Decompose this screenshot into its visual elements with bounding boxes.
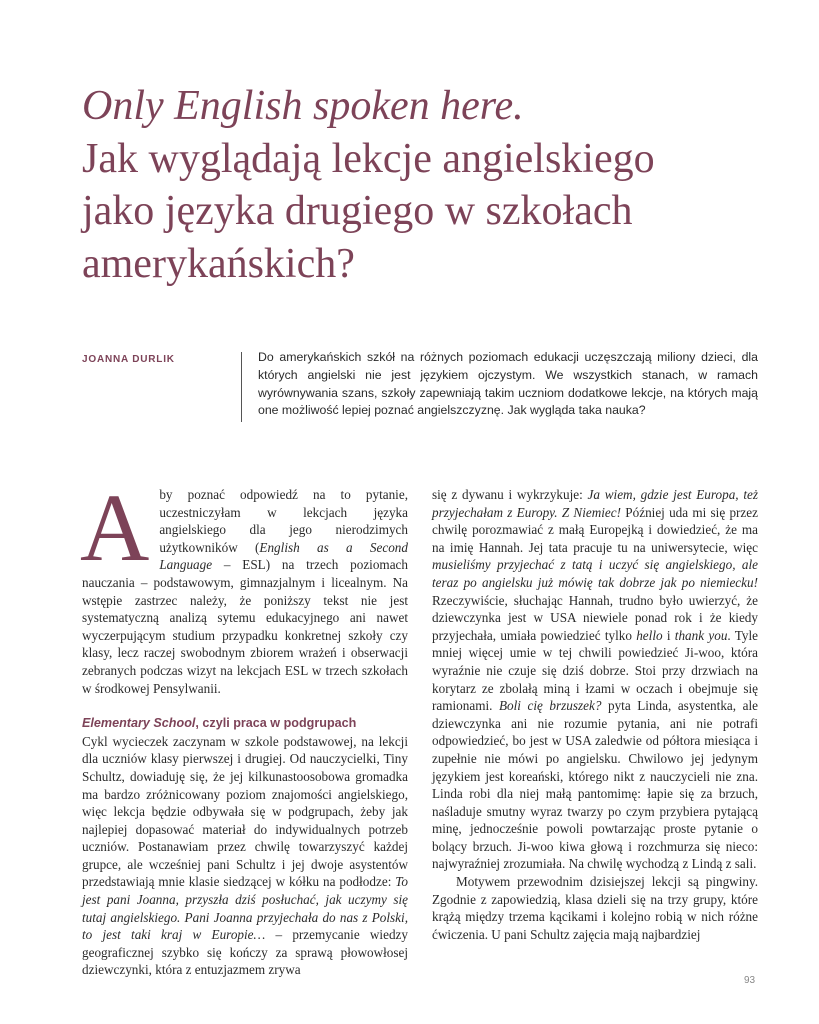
intro-text-c: – ESL) na trzech poziomach nauczania – podstawowym, gimnazjalnym i licealnym. Na wstępie zastrzec należy, że poniższy tekst nie jest systematyczną analizą sytemu edukacyjnego ani nawet wyczerpującym studium przypadku konkretnej szkoły czy klasy, lecz raczej swobodnym zbiorem wrażeń i obserwacji zebranych podczas wizyt na lekcjach ESL w trzech szkołach w środkowej Pensylwanii.: [82, 557, 408, 696]
section-text-c: – przemycanie wiedzy geograficznej szybko się kończy za sprawą płowowłosej dziewczynki, która z entuzjazmem zrywa: [82, 927, 408, 978]
right-text-k: pyta Linda, asystentka, ale dziewczynka ani nie rozumie pytania, ani nie potrafi odpowiedzieć, bo jest w USA zaledwie od półtora miesiąca i zupełnie nie mówi po angielsku. Chwilowo jej jedynym językiem jest koreański, którego nikt z nauczycieli nie zna. Linda robi dla niej małą pantomimę: łapie się za brzuch, naśladuje smutny wyraz twarzy po czym przybiera pytającą minę, jednocześnie powoli powtarzając proste pytanie o bolący brzuch. Ji-woo kiwa głową i rozchmurza się nieco: najwyraźniej zrozumiała. Na chwilę wychodzą z Lindą z sali.: [432, 698, 758, 872]
right-paragraph-1: [432, 486, 758, 873]
title-line-2: Jak wyglądają lekcje angielskiego: [82, 135, 655, 182]
section-paragraph: [82, 733, 408, 979]
section-heading-rest: , czyli praca w podgrupach: [195, 716, 357, 731]
author-name: JOANNA DURLIK: [82, 354, 175, 365]
right-text-b: Ja wiem, gdzie jest Europa, też przyjechałam z Europy. Z Niemiec!: [432, 487, 758, 520]
intro-text-b: English as a Second Language: [159, 539, 408, 573]
right-text-f: hello: [636, 627, 663, 643]
title-line-4: amerykańskich?: [82, 240, 355, 287]
right-text-c: Później uda mi się przez chwilę porozmawiać z małą Europejką i dowiedzieć, że ma na imię Hannah. Jej tata pracuje tu na uniwersytecie, więc: [432, 504, 758, 555]
right-text-g: i: [662, 627, 675, 643]
title-line-3: jako języka drugiego w szkołach: [82, 188, 633, 234]
lead-paragraph: Do amerykańskich szkół na różnych poziomach edukacji uczęszczają miliony dzieci, dla których angielski nie jest językiem ojczystym. We wszystkich stanach, w ramach wyrównywania szans, szkoły zapewniają takim uczniom dodatkowe lekcje, na których mają one możliwość lepiej poznać angielszczyznę. Jak wygląda taka nauka?: [258, 350, 758, 418]
article-title: [82, 80, 762, 290]
right-paragraph-2: Motywem przewodnim dzisiejszej lekcji są pingwiny. Zgodnie z zapowiedzią, klasa dzieli się na trzy grupy, które krążą między trzema kącikami i kolejno robią w nich różne ćwiczenia. U pani Schultz zajęcia mają najbardziej: [432, 874, 758, 942]
right-text-i: . Tyle mniej więcej umie w tej chwili powiedzieć Ji-woo, która wyraźnie nie czuje się dziś dobrze. Stoi przy drzwiach na korytarz ze zbolałą miną i łzami w oczach i obejmuje się ramionami.: [432, 627, 758, 714]
section-text-a: Cykl wycieczek zaczynam w szkole podstawowej, na lekcji dla uczniów klasy pierwszej i drugiej. Od nauczycielki, Tiny Schultz, dowiaduję się, że jej kilkunastoosobowa gromadka ma bardzo zróżnicowany poziom znajomości angielskiego, więc lekcja będzie odbywała się w podgrupach, żeby jak najlepiej dopasować materiał do indywidualnych potrzeb uczniów. Postanawiam przez chwilę towarzyszyć każdej grupce, ale wcześniej pani Schultz i jej dwoje asystentów przedstawiają mnie klasie siedzącej w kółku na podłodze:: [82, 733, 408, 890]
page-number: 93: [744, 975, 756, 986]
section-text-b: To jest pani Joanna, przyszła dziś posłuchać, jak uczymy się tutaj angielskiego. Pani Joanna przyjechała do nas z Polski, to jest taki kraj w Europie…: [82, 874, 408, 943]
right-text-a: się z dywanu i wykrzykuje:: [432, 487, 588, 502]
section-heading-italic: Elementary School: [82, 716, 196, 731]
right-text-j: Boli cię brzuszek?: [498, 698, 602, 714]
right-column: [432, 486, 758, 943]
title-line-1: Only English spoken here.: [82, 83, 524, 129]
drop-cap: A: [80, 474, 150, 581]
right-text-h: thank you: [674, 627, 728, 643]
intro-paragraph: [80, 474, 408, 697]
intro-text-a: by poznać odpowiedź na to pytanie, uczestniczyłam w lekcjach języka angielskiego dla jego nierodzimych użytkowników (: [159, 487, 408, 555]
section-heading: [82, 715, 408, 733]
right-text-e: Rzeczywiście, słuchając Hannah, trudno było uwierzyć, że dziewczynka jest w USA niewiele ponad rok i że kiedy przyjechała, umiała powiedzieć tylko: [432, 592, 758, 643]
left-column: [80, 474, 408, 979]
lead-divider: [241, 352, 242, 422]
right-text-d: musieliśmy przyjechać z tatą i uczyć się angielskiego, ale teraz po angielsku już mówię tak dobrze jak po niemiecku!: [432, 557, 758, 590]
